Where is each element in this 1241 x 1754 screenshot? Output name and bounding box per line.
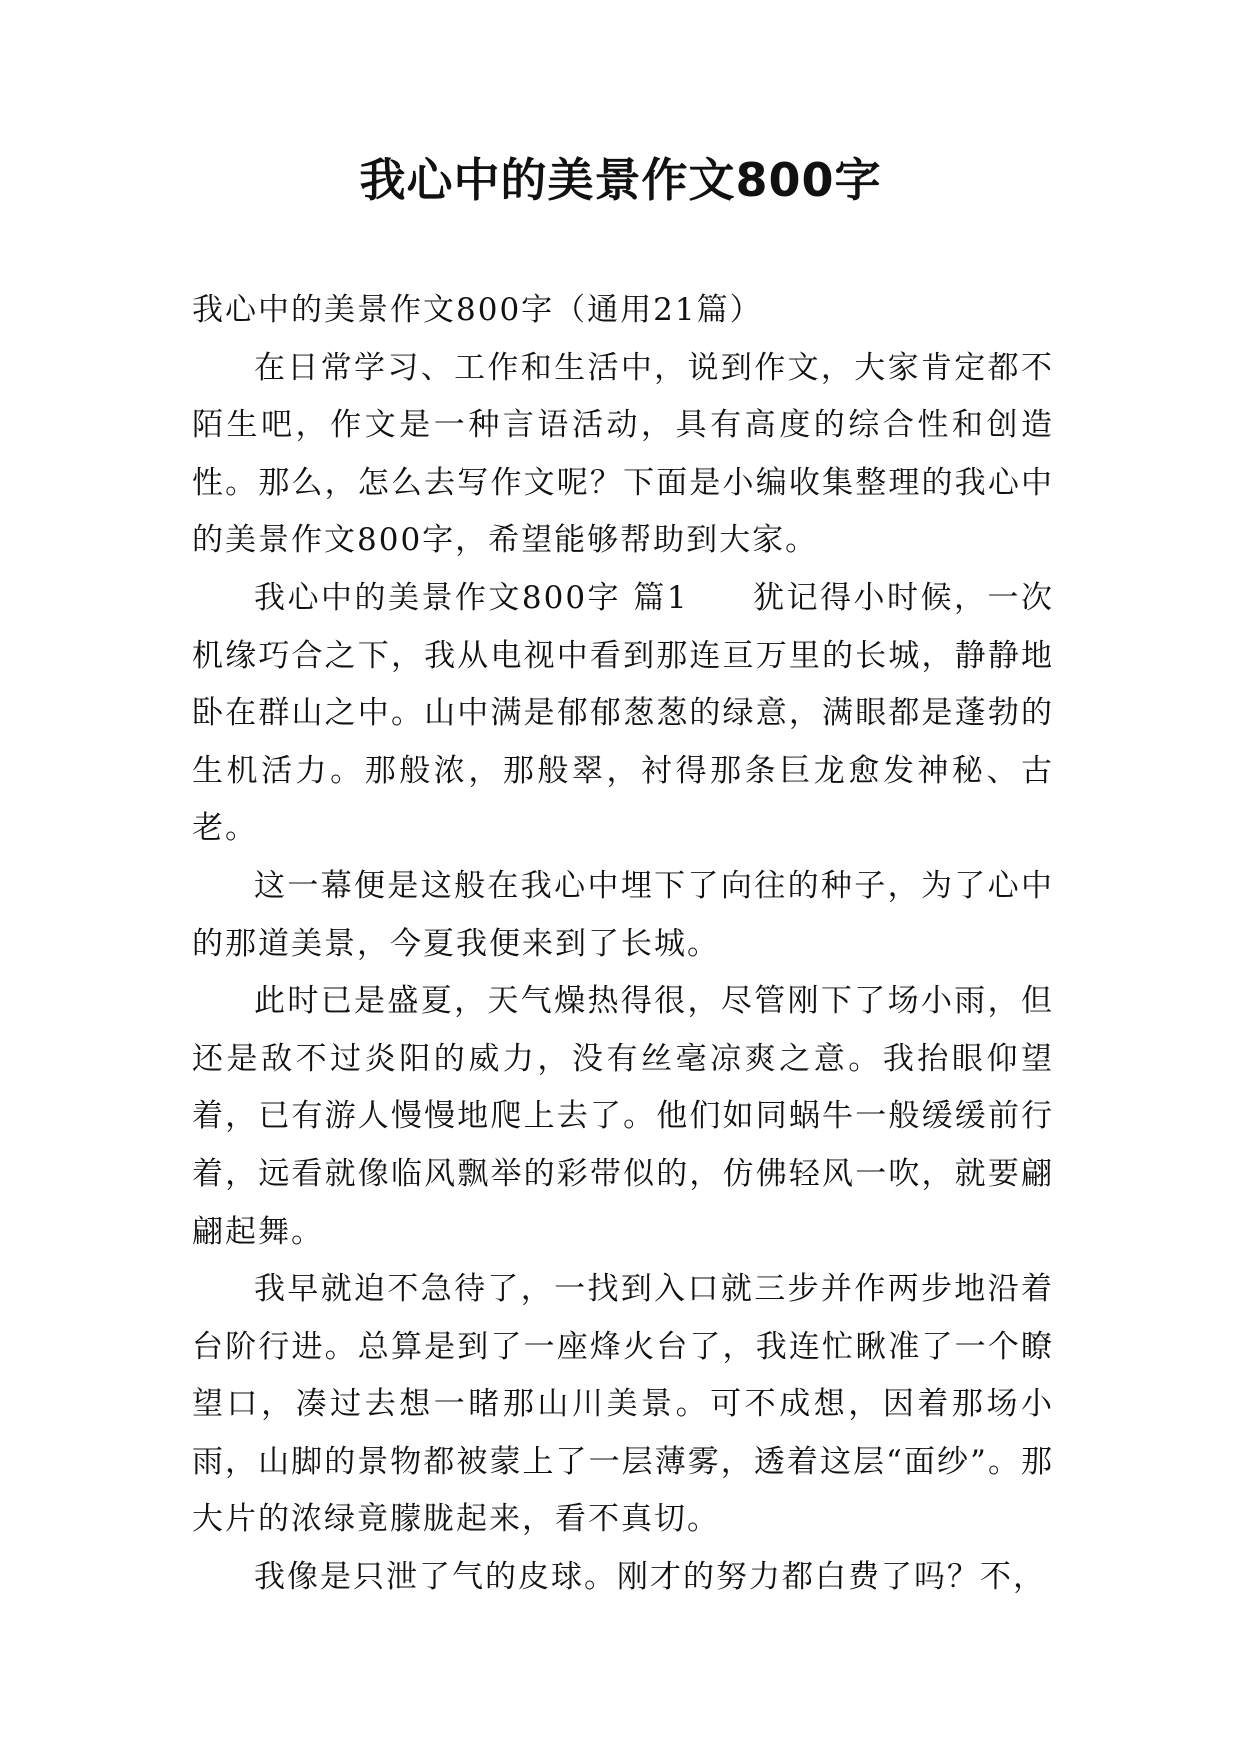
- section-1-lead: 犹记得小时候，一次机缘巧合之下，我从电视中看到那连亘万里的长城，静静地卧在群山之中。山中满是郁郁葱葱的绿意，满眼都是蓬勃的生机活力。那般浓，那般翠，衬得那条巨龙愈发神秘、古老。: [192, 579, 1055, 847]
- document-title: 我心中的美景作文800字: [359, 153, 882, 207]
- body-paragraph: 此时已是盛夏，天气燥热得很，尽管刚下了场小雨，但还是敌不过炎阳的威力，没有丝毫凉爽之意。我抬眼仰望着，已有游人慢慢地爬上去了。他们如同蜗牛一般缓缓前行着，远看就像临风飘举的彩带似的，仿佛轻风一吹，就要翩翩起舞。: [192, 983, 1054, 1250]
- section-1-paragraph: [192, 570, 1054, 858]
- body-paragraph: 我像是只泄了气的皮球。刚才的努力都白费了吗？不，: [254, 1559, 1046, 1596]
- intro-paragraph: 在日常学习、工作和生活中，说到作文，大家肯定都不陌生吧，作文是一种言语活动，具有高度的综合性和创造性。那么，怎么去写作文呢？下面是小编收集整理的我心中的美景作文800字，希望能够帮助到大家。: [192, 349, 1054, 559]
- subtitle: 我心中的美景作文800字（通用21篇）: [192, 292, 763, 328]
- body-paragraph: 这一幕便是这般在我心中埋下了向往的种子，为了心中的那道美景，今夏我便来到了长城。: [192, 867, 1054, 962]
- section-1-heading: 我心中的美景作文800字 篇1: [254, 579, 689, 616]
- document-body: [192, 282, 1054, 1607]
- body-paragraph: 我早就迫不急待了，一找到入口就三步并作两步地沿着台阶行进。总算是到了一座烽火台了，我连忙瞅准了一个瞭望口，凑过去想一睹那山川美景。可不成想，因着那场小雨，山脚的景物都被蒙上了一层薄雾，透着这层“面纱”。那大片的浓绿竟朦胧起来，看不真切。: [192, 1271, 1054, 1538]
